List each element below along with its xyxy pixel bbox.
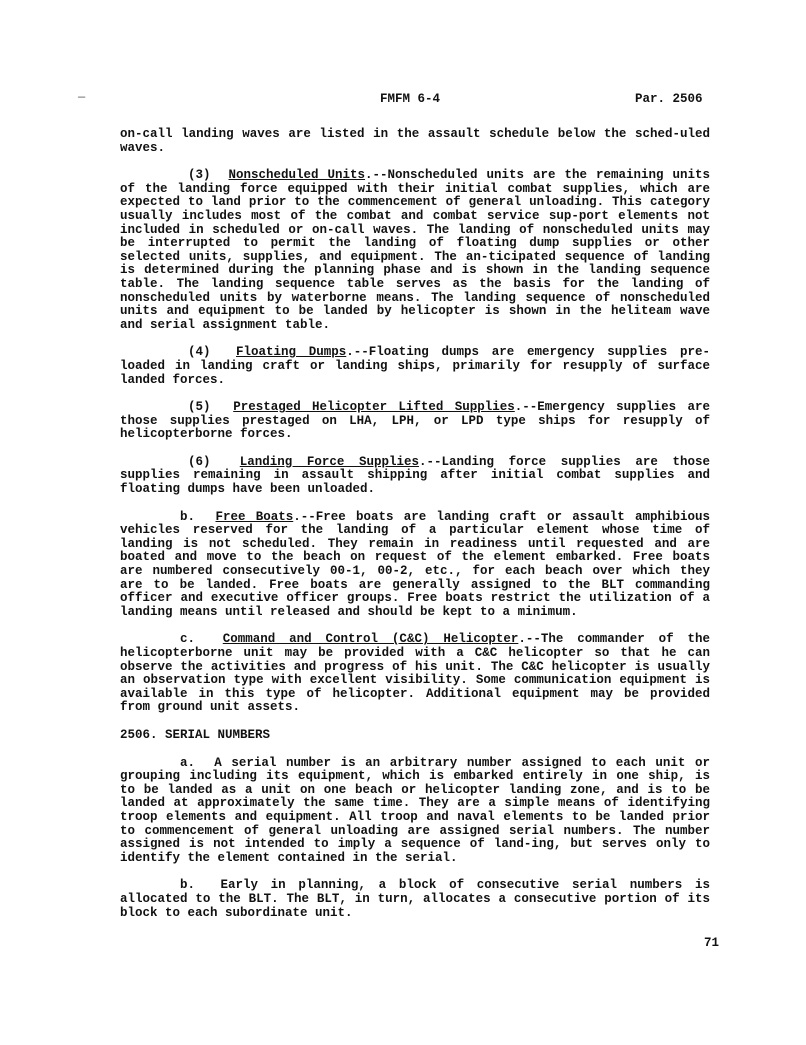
header-center: FMFM 6-4: [380, 92, 441, 106]
paragraph-continuation: on-call landing waves are listed in the assault schedule below the sched-uled waves.: [120, 127, 710, 155]
paragraph-landing-force-supplies: (6) Landing Force Supplies.--Landing force supplies are those supplies remaining in assault shipping after initial combat supplies and floating dumps have been unloaded.: [120, 454, 710, 497]
page-number: 71: [704, 936, 720, 950]
paragraph-serial-a: a. A serial number is an arbitrary number assigned to each unit or grouping including its equipment, which is embarked entirely in one ship, is to be landed as a unit on one beach or helicopter landing zone, and is to be landed at approximately the same time. They are a simple means of identifying troop elements and equipment. All troop and naval elements to be landed prior to commencement of general unloading are assigned serial numbers. The number assigned is not intended to imply a sequence of land-ing, but serves only to identify the element contained in the serial.: [120, 755, 710, 865]
paragraph-free-boats: b. Free Boats.--Free boats are landing craft or assault amphibious vehicles reserved for the landing of a particular element whose time of landing is not scheduled. They remain in readiness until requested and are boated and move to the beach on request of the element embarked. Free boats are numbered consecutively 00-1, 00-2, etc., for each beach over which they are to be landed. Free boats are generally assigned to the BLT commanding officer and executive officer groups. Free boats restrict the utilization of a landing means until released and should be kept to a minimum.: [120, 509, 710, 619]
heading-free-boats: Free Boats: [215, 509, 294, 524]
section-heading-serial-numbers: 2506. SERIAL NUMBERS: [120, 727, 271, 742]
paragraph-prestaged-supplies: (5) Prestaged Helicopter Lifted Supplies.--Emergency supplies are those supplies prestaged on LHA, LPH, or LPD type ships for resupply of helicopterborne forces.: [120, 400, 710, 442]
paragraph-cc-helicopter: c. Command and Control (C&C) Helicopter.--The commander of the helicopterborne unit may be provided with a C&C helicopter so that he can observe the activities and progress of his unit. The C&C helicopter is usually an observation type with excellent visibility. Some communication equipment is available in this type of helicopter. Additional equipment may be provided from ground unit assets.: [120, 632, 711, 715]
heading-floating-dumps: Floating Dumps: [236, 345, 347, 360]
header-dash: —: [78, 90, 86, 104]
heading-prestaged-supplies: Prestaged Helicopter Lifted Supplies: [233, 400, 515, 415]
heading-landing-force-supplies: Landing Force Supplies: [239, 454, 419, 469]
paragraph-nonscheduled-units: (3) Nonscheduled Units.--Nonscheduled units are the remaining units of the landing force equipped with their initial combat supplies, which are expected to land prior to the commencement of general unloading. This category usually includes most of the combat and combat service sup-port elements not included in scheduled or on-call waves. The landing of nonscheduled units may be interrupted to permit the landing of floating dump supplies or other selected units, supplies, and equipment. The an-ticipated sequence of landing is determined during the planning phase and is shown in the landing sequence table. The landing sequence table serves as the basis for the landing of nonscheduled units by waterborne means. The landing sequence of nonscheduled units and equipment to be landed by helicopter is shown in the heliteam wave and serial assignment table.: [120, 168, 710, 332]
heading-cc-helicopter: Command and Control (C&C) Helicopter: [222, 632, 519, 647]
paragraph-serial-b: b. Early in planning, a block of consecutive serial numbers is allocated to the BLT. The BLT, in turn, allocates a consecutive portion of its block to each subordinate unit.: [120, 878, 710, 920]
paragraph-floating-dumps: (4) Floating Dumps.--Floating dumps are emergency supplies pre-loaded in landing craft or landing ships, primarily for resupply of surface landed forces.: [120, 345, 710, 387]
document-body: [120, 128, 710, 934]
heading-nonscheduled-units: Nonscheduled Units: [228, 168, 366, 183]
header-right: Par. 2506: [635, 92, 703, 106]
